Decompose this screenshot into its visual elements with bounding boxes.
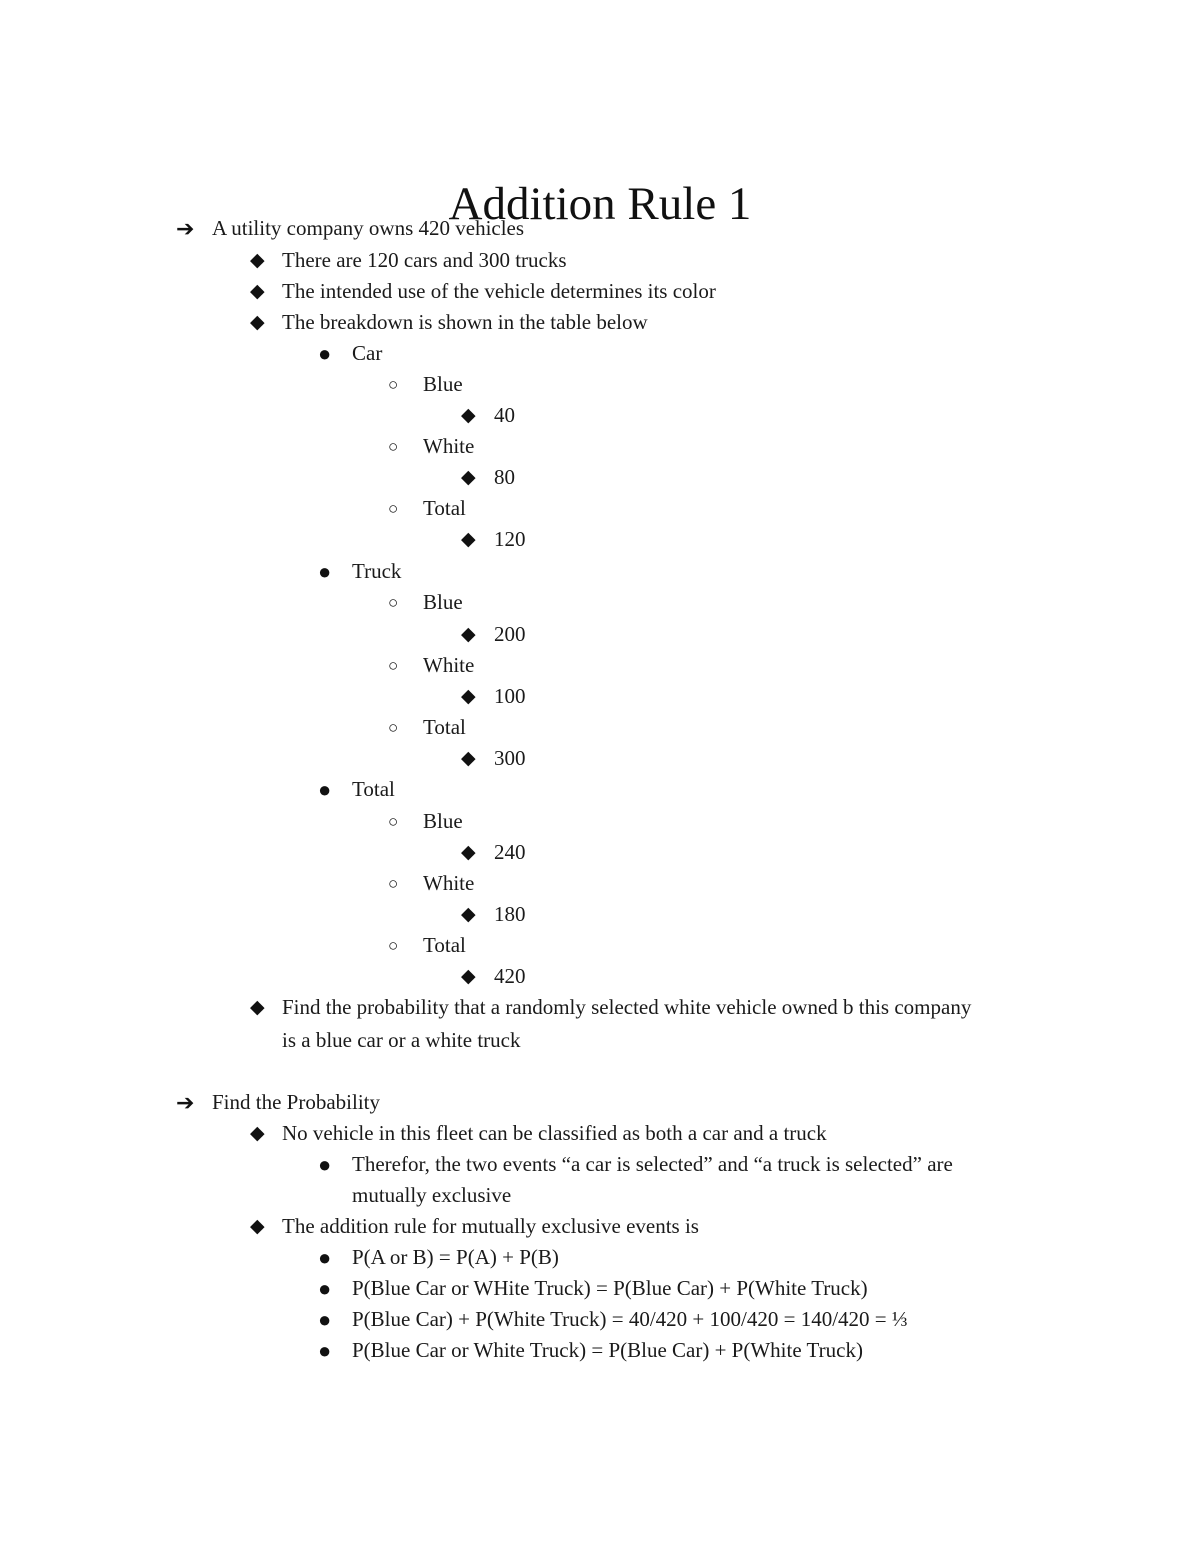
subpoint-text: Therefor, the two events “a car is selected” and “a truck is selected” are xyxy=(352,1152,953,1176)
formula-line: P(Blue Car or White Truck) = P(Blue Car) + P(White Truck) xyxy=(352,1338,863,1362)
diamond-bullet-icon: ◆ xyxy=(461,904,476,925)
fact-item: The intended use of the vehicle determines its color xyxy=(282,279,716,303)
subpoint-text-continued: mutually exclusive xyxy=(352,1183,512,1207)
circle-bullet-icon: ○ xyxy=(388,375,399,394)
category-label: Truck xyxy=(352,559,402,583)
category-label: Car xyxy=(352,341,383,365)
diamond-bullet-icon: ◆ xyxy=(250,997,265,1018)
color-label: Total xyxy=(423,933,466,957)
point-text: The addition rule for mutually exclusive events is xyxy=(282,1214,699,1238)
disc-bullet-icon: ● xyxy=(318,1245,332,1270)
diamond-bullet-icon: ◆ xyxy=(461,966,476,987)
color-label: White xyxy=(423,434,475,458)
color-label: Total xyxy=(423,715,466,739)
color-label: White xyxy=(423,653,475,677)
count-value: 80 xyxy=(494,465,515,489)
circle-bullet-icon: ○ xyxy=(388,437,399,456)
circle-bullet-icon: ○ xyxy=(388,656,399,675)
page-title: Addition Rule 1 xyxy=(448,178,752,231)
disc-bullet-icon: ● xyxy=(318,1152,332,1177)
question-text-continued: is a blue car or a white truck xyxy=(282,1028,521,1052)
circle-bullet-icon: ○ xyxy=(388,593,399,612)
diamond-bullet-icon: ◆ xyxy=(461,529,476,550)
category-label: Total xyxy=(352,777,395,801)
count-value: 240 xyxy=(494,840,526,864)
count-value: 420 xyxy=(494,964,526,988)
disc-bullet-icon: ● xyxy=(318,1276,332,1301)
diamond-bullet-icon: ◆ xyxy=(250,1216,265,1237)
formula-line: P(A or B) = P(A) + P(B) xyxy=(352,1245,559,1269)
arrow-bullet-icon: ➔ xyxy=(176,216,195,241)
circle-bullet-icon: ○ xyxy=(388,718,399,737)
count-value: 40 xyxy=(494,403,515,427)
disc-bullet-icon: ● xyxy=(318,777,332,802)
section2-heading: Find the Probability xyxy=(212,1090,380,1114)
section1-heading: A utility company owns 420 vehicles xyxy=(212,216,525,240)
question-text: Find the probability that a randomly selected white vehicle owned b this company xyxy=(282,995,972,1019)
circle-bullet-icon: ○ xyxy=(388,499,399,518)
diamond-bullet-icon: ◆ xyxy=(250,281,265,302)
color-label: White xyxy=(423,871,475,895)
circle-bullet-icon: ○ xyxy=(388,874,399,893)
count-value: 100 xyxy=(494,684,526,708)
color-label: Total xyxy=(423,496,466,520)
disc-bullet-icon: ● xyxy=(318,1338,332,1363)
point-text: No vehicle in this fleet can be classified as both a car and a truck xyxy=(282,1121,827,1145)
count-value: 180 xyxy=(494,902,526,926)
circle-bullet-icon: ○ xyxy=(388,812,399,831)
disc-bullet-icon: ● xyxy=(318,1307,332,1332)
disc-bullet-icon: ● xyxy=(318,341,332,366)
fact-item: There are 120 cars and 300 trucks xyxy=(282,248,567,272)
diamond-bullet-icon: ◆ xyxy=(461,405,476,426)
diamond-bullet-icon: ◆ xyxy=(250,312,265,333)
arrow-bullet-icon: ➔ xyxy=(176,1090,195,1115)
color-label: Blue xyxy=(423,372,463,396)
diamond-bullet-icon: ◆ xyxy=(461,842,476,863)
fact-item: The breakdown is shown in the table below xyxy=(282,310,648,334)
count-value: 300 xyxy=(494,746,526,770)
diamond-bullet-icon: ◆ xyxy=(250,1123,265,1144)
color-label: Blue xyxy=(423,809,463,833)
diamond-bullet-icon: ◆ xyxy=(461,686,476,707)
count-value: 200 xyxy=(494,622,526,646)
diamond-bullet-icon: ◆ xyxy=(250,250,265,271)
diamond-bullet-icon: ◆ xyxy=(461,467,476,488)
disc-bullet-icon: ● xyxy=(318,559,332,584)
formula-line: P(Blue Car) + P(White Truck) = 40/420 + 100/420 = 140/420 = ⅓ xyxy=(352,1307,908,1331)
diamond-bullet-icon: ◆ xyxy=(461,624,476,645)
circle-bullet-icon: ○ xyxy=(388,936,399,955)
color-label: Blue xyxy=(423,590,463,614)
diamond-bullet-icon: ◆ xyxy=(461,748,476,769)
count-value: 120 xyxy=(494,527,526,551)
formula-line: P(Blue Car or WHite Truck) = P(Blue Car) + P(White Truck) xyxy=(352,1276,868,1300)
